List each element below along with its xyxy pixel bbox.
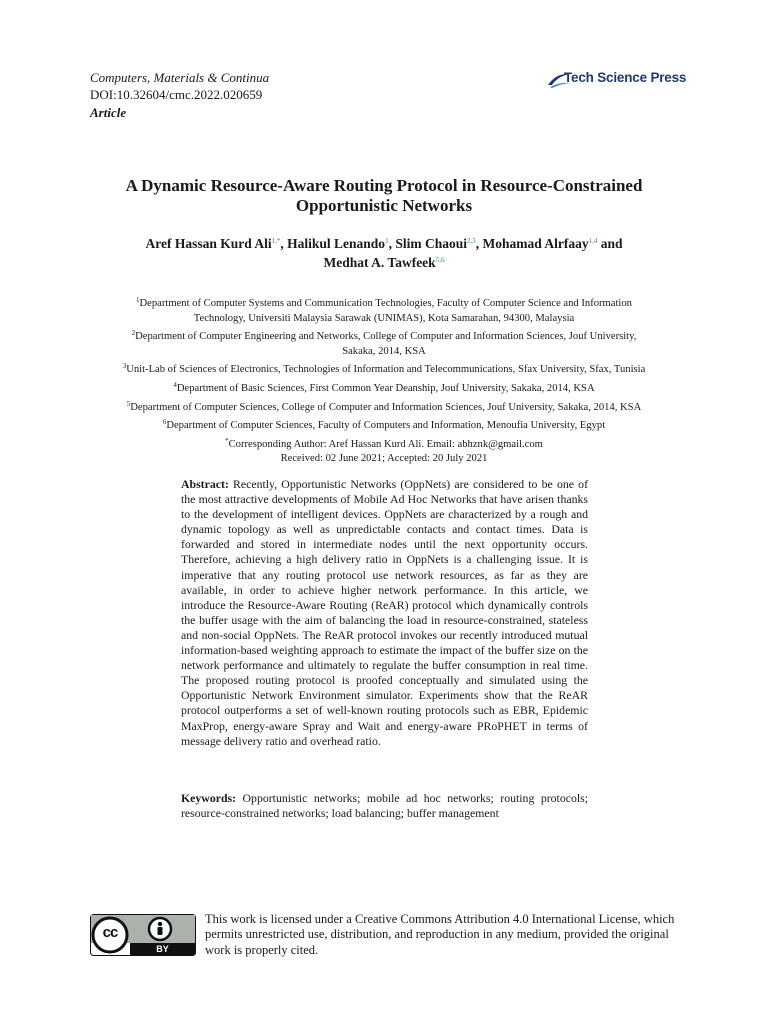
affiliation-number: 2 [131, 329, 136, 338]
article-type: Article [90, 105, 127, 120]
affiliation-text: Department of Computer Engineering and Networks, College of Computer and Information Sciences, Jouf University, [135, 331, 637, 343]
affiliation-number: 6 [162, 418, 167, 427]
abstract-text: Recently, Opportunistic Networks (OppNets) are considered to be one of the most attractive developments of Mobile Ad Hoc Networks that have arisen thanks to the development of intelligent devices. OppNets are characterized by a rough and dynamic topology as well as unpredictable contacts and contact times. Data is forwarded and stored in intermediate nodes until the next opportunity occurs. Therefore, achieving a high delivery ratio in OppNets is a challenging issue. It is imperative that any routing protocol use network resources, as far as they are available, in order to achieve higher network performance. In this article, we introduce the Resource-Aware Routing (ReAR) protocol which dynamically controls the buffer usage with the aim of balancing the load in resource-constrained, stateless and non-social OppNets. The ReAR protocol invokes our recently introduced mutual information-based weighting approach to estimate the impact of the buffer size on the network performance and ultimately to regulate the buffer consumption in real time. The proposed routing protocol is proofed conceptually and simulated using the Opportunistic Network Environment simulator. Experiments show that the ReAR protocol outperforms a set of well-known routing protocols such as EBR, Epidemic MaxProp, energy-aware Spray and Wait and energy-aware PRoPHET in terms of message delivery ratio and overhead ratio. [181, 477, 588, 748]
affiliation-text: Unit-Lab of Sciences of Electronics, Technologies of Information and Telecommunications, Sfax University, Sfax, Tunisia [126, 364, 646, 376]
affiliation-number: 4 [173, 380, 177, 389]
title-line-2: Opportunistic Networks [295, 196, 473, 215]
author-affil-sup: 1,* [271, 237, 281, 245]
keywords-text: Opportunistic networks; mobile ad hoc networks; routing protocols; resource-constrained networks; load balancing; buffer management [181, 791, 588, 821]
affiliation-text: Department of Computer Sciences, Faculty of Computers and Information, Menoufia University, Egypt [166, 420, 606, 432]
paper-title [60, 176, 708, 216]
affiliation-item [70, 293, 698, 326]
affiliation-text: Department of Computer Systems and Communication Technologies, Faculty of Computer Science and Information [139, 298, 632, 309]
affiliation-number: 1 [136, 296, 140, 304]
affiliation-item [70, 415, 698, 434]
author-list [60, 233, 708, 271]
journal-name: Computers, Materials & Continua [90, 70, 270, 85]
affiliation-number: 5 [126, 399, 131, 408]
author-name: Mohamad Alrfaay [482, 236, 589, 251]
affiliation-item [70, 326, 698, 359]
affiliation-item [70, 359, 698, 378]
author-affil-sup: 1 [385, 237, 389, 245]
received-dates: Received: 02 June 2021; Accepted: 20 July 2021 [280, 453, 488, 465]
authors-line-1: Aref Hassan Kurd Ali$^{1,*}$, Halikul Lenando$^1$, Slim Chaoui$^{2,3}$, Mohamad Alrfaay$^{1,4}$ and [145, 236, 623, 251]
affiliation-number: 3 [122, 362, 127, 371]
authors-line-2 [60, 252, 708, 271]
keywords-label: Keywords: [181, 791, 237, 805]
corresponding-author [70, 434, 698, 453]
affiliation-item [70, 378, 698, 397]
affiliation-text: Department of Computer Sciences, College of Computer and Information Sciences, Jouf University, Sakaka, 2014, KSA [130, 401, 642, 413]
cc-text: cc [102, 924, 118, 941]
publisher-logo [546, 70, 687, 90]
cc-by-badge [90, 914, 196, 956]
author-name: Halikul Lenando [287, 236, 386, 251]
publisher-name: Tech Science Press [564, 70, 687, 85]
affiliation-item [70, 397, 698, 416]
corresponding-text: Corresponding Author: Aref Hassan Kurd Ali. Email: abhznk@gmail.com [228, 438, 543, 450]
abstract [181, 477, 588, 749]
license-text: This work is licensed under a Creative Commons Attribution 4.0 International License, which permits unrestricted use, distribution, and reproduction in any medium, provided the original work is properly cited. [205, 912, 675, 957]
abstract-label: Abstract: [181, 477, 229, 491]
corresponding-sup: * [225, 436, 229, 445]
author-name: Medhat A. Tawfeek [323, 255, 436, 270]
affiliation-text: Department of Basic Sciences, First Common Year Deanship, Jouf University, Sakaka, 2014, KSA [176, 382, 595, 394]
by-text: BY [156, 944, 169, 954]
author-affil-sup: 1,4 [588, 237, 598, 245]
author-name: Aref Hassan Kurd Ali [145, 236, 272, 251]
author-name: Slim Chaoui [395, 236, 467, 251]
doi: DOI:10.32604/cmc.2022.020659 [90, 87, 263, 102]
author-affil-sup: 2,3 [466, 237, 476, 245]
title-line-1: A Dynamic Resource-Aware Routing Protocol in Resource-Constrained [125, 176, 643, 195]
affiliation-text-cont: Sakaka, 2014, KSA [342, 345, 426, 357]
affiliation-text-cont: Technology, Universiti Malaysia Sarawak (UNIMAS), Kota Samarahan, 94300, Malaysia [193, 312, 575, 324]
author-affil-sup: 5,6 [435, 256, 445, 264]
affiliations [70, 293, 698, 467]
keywords [181, 791, 588, 821]
